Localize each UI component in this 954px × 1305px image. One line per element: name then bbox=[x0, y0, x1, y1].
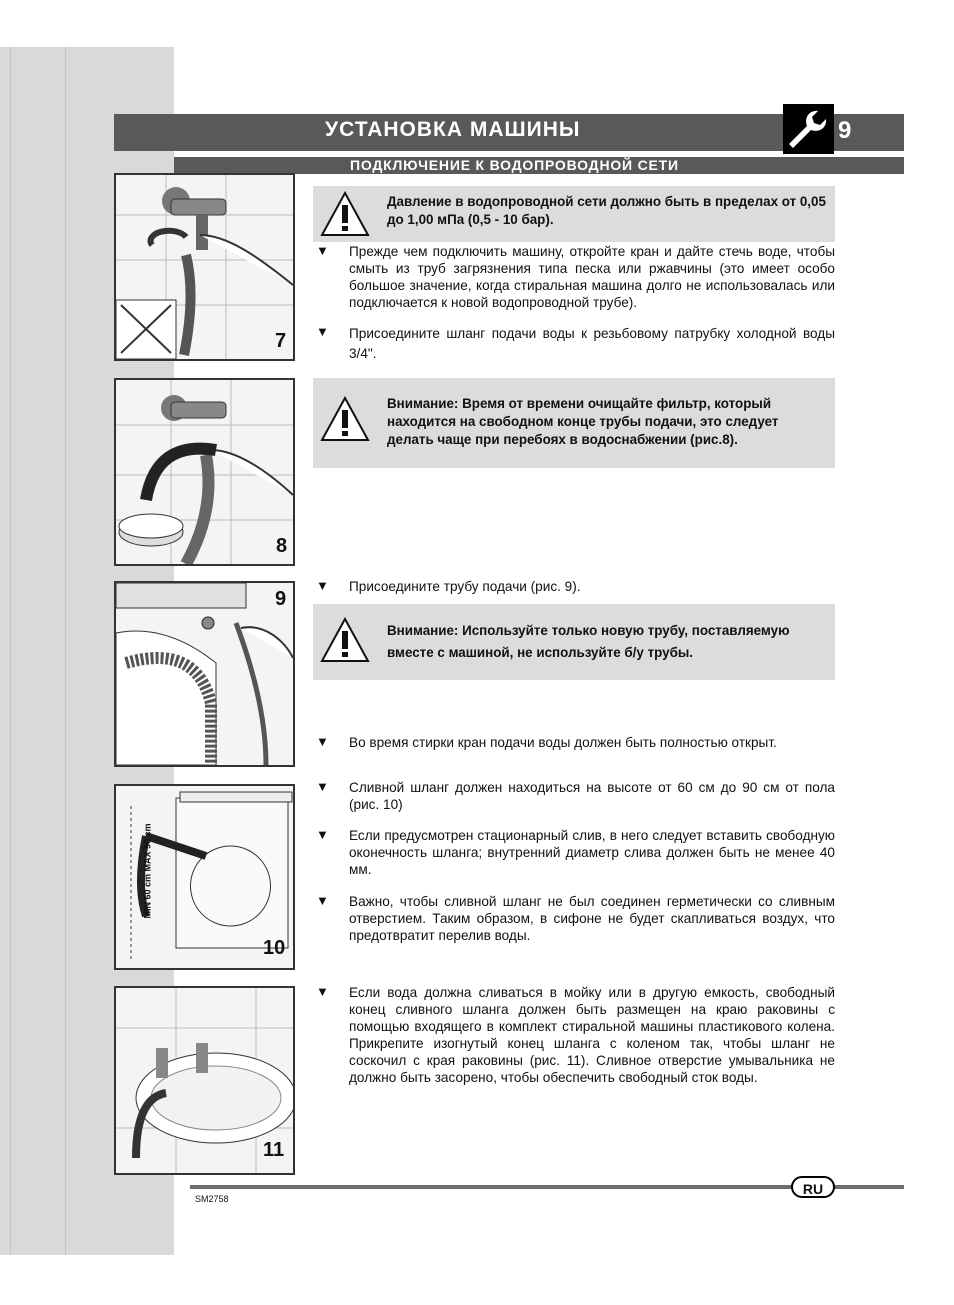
instruction-text: Присоедините шланг подачи воды к резьбовому патрубку холодной воды 3/4". bbox=[349, 326, 835, 361]
sidebar-stripe bbox=[10, 47, 11, 1255]
bullet-marker: ▼ bbox=[316, 984, 329, 999]
machine-inlet-illustration bbox=[116, 583, 293, 765]
warning-triangle-icon bbox=[320, 191, 370, 237]
figure-number: 7 bbox=[275, 330, 287, 352]
section-icon-box bbox=[783, 104, 834, 154]
instruction-text: Присоедините трубу подачи (рис. 9). bbox=[349, 579, 581, 594]
wrench-icon bbox=[783, 104, 834, 154]
warning-triangle-icon bbox=[320, 396, 370, 442]
page-number: 9 bbox=[838, 117, 852, 144]
instruction-text: Если предусмотрен стационарный слив, в него следует вставить свободную оконечность шланга; внутренний диаметр слива должен быть не менее 40 мм. bbox=[349, 828, 835, 877]
figure-number: 10 bbox=[263, 937, 286, 959]
bullet-marker: ▼ bbox=[316, 893, 329, 908]
bullet-marker: ▼ bbox=[316, 578, 329, 593]
section-subtitle: ПОДКЛЮЧЕНИЕ К ВОДОПРОВОДНОЙ СЕТИ bbox=[350, 157, 679, 173]
instruction-text: Важно, чтобы сливной шланг не был соединен герметически со сливным отверстием. Таким образом, в сифоне не будет скапливаться воздух, что предотвратит перелив воды. bbox=[349, 894, 835, 943]
instruction-text: Если вода должна сливаться в мойку или в другую емкость, свободный конец сливного шланга должен быть размещен на краю раковины с помощью входящего в комплект стиральной машины пластикового колена. Прикрепите изогнутый конец шланга с коленом так, чтобы шланг не соскочил с края раковины (рис. 11). Сливное отверстие умывальника не должно быть засорено, чтобы обеспечить свободный сток воды. bbox=[349, 985, 835, 1085]
sidebar-stripe bbox=[65, 47, 66, 1255]
figure-8 bbox=[114, 378, 295, 566]
bullet-marker: ▼ bbox=[316, 827, 329, 842]
instruction-text: Во время стирки кран подачи воды должен быть полностью открыт. bbox=[349, 735, 777, 750]
figure-number: 11 bbox=[263, 1139, 285, 1161]
warning-text: Давление в водопроводной сети должно быть в пределах от 0,05 до 1,00 мПа (0,5 - 10 бар). bbox=[387, 194, 826, 227]
min-height-label: MIN 60 cm bbox=[142, 874, 153, 919]
bullet-marker: ▼ bbox=[316, 324, 329, 339]
document-code: SM2758 bbox=[195, 1194, 229, 1204]
filter-illustration bbox=[116, 380, 293, 564]
page-title: УСТАНОВКА МАШИНЫ bbox=[325, 118, 581, 141]
figure-7 bbox=[114, 173, 295, 361]
bullet-marker: ▼ bbox=[316, 734, 329, 749]
height-labels bbox=[143, 823, 153, 918]
figure-number: 8 bbox=[276, 535, 288, 557]
instruction-text: Прежде чем подключить машину, откройте кран и дайте стечь воде, чтобы смыть из труб загрязнения типа песка или ржавчины (это имеет особо большое значение, когда стиральная машина долго не использовалась или подключается к новой водопроводной трубе). bbox=[349, 244, 835, 310]
figure-number: 9 bbox=[275, 588, 287, 610]
figure-9 bbox=[114, 581, 295, 767]
language-badge: RU bbox=[791, 1176, 835, 1198]
instruction-text: Сливной шланг должен находиться на высоте от 60 см до 90 см от пола (рис. 10) bbox=[349, 780, 835, 812]
warning-text: Внимание: Время от времени очищайте фильтр, который находится на свободном конце трубы подачи, это следует делать чаще при перебоях в водоснабжении (рис.8). bbox=[387, 396, 779, 447]
tap-illustration bbox=[116, 175, 293, 359]
warning-text: Внимание: Используйте только новую трубу, поставляемую вместе с машиной, не используйте б/у трубы. bbox=[387, 623, 790, 660]
bullet-marker: ▼ bbox=[316, 243, 329, 258]
bullet-marker: ▼ bbox=[316, 779, 329, 794]
max-height-label: MAX 90 cm bbox=[142, 823, 153, 872]
warning-triangle-icon bbox=[320, 617, 370, 663]
